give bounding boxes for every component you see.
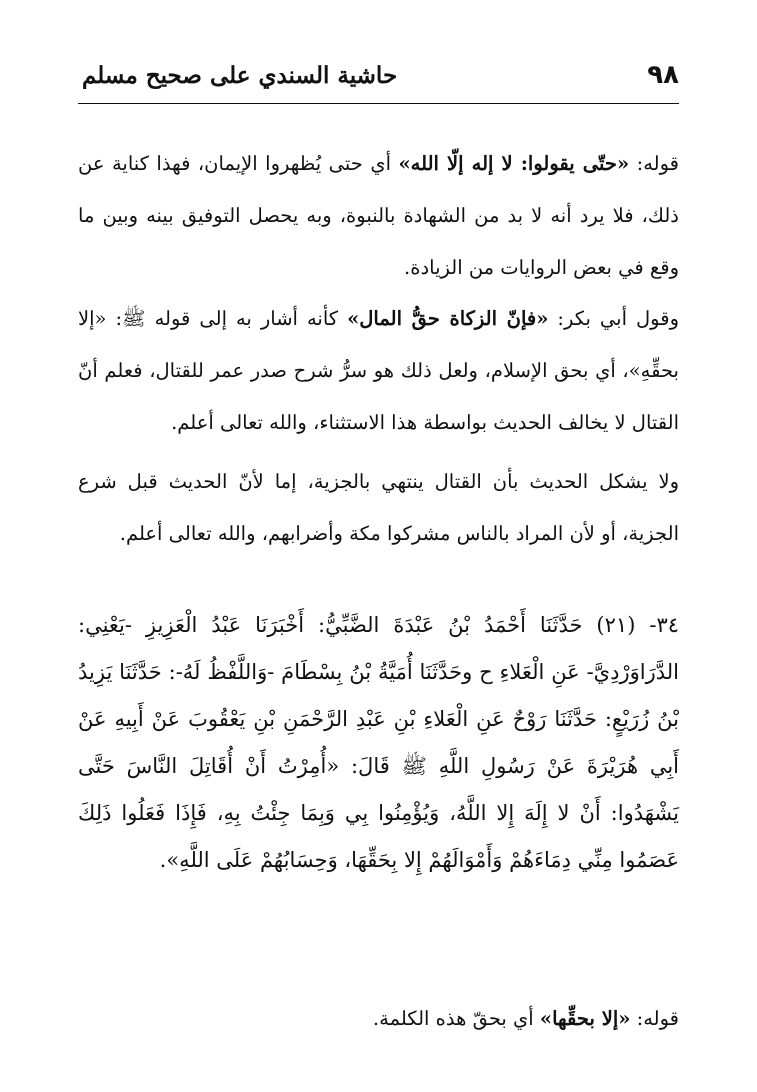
para4-lead: قوله: (630, 1007, 679, 1030)
page-number: ٩٨ (647, 60, 679, 90)
commentary-paragraph-3 (78, 456, 679, 560)
running-title: حاشية السندي على صحيح مسلم (82, 62, 398, 89)
commentary-paragraph-2 (78, 293, 679, 449)
para4-quote: «إلا بحقِّها» (539, 1007, 631, 1030)
commentary-paragraph-4 (78, 993, 679, 1045)
hadith-text: ٣٤- (٢١) حَدَّثَنَا أَحْمَدُ بْنُ عَبْدَةَ الضَّبِّيُّ: أَخْبَرَنَا عَبْدُ الْعَزِيزِ -يَعْنِي: الدَّرَاوَرْدِيَّ- عَنِ الْعَلاءِ ح وحَدَّثَنَا أُمَيَّةُ بْنُ بِسْطَامَ -وَاللَّفْظُ لَهُ-: حَدَّثَنَا يَزِيدُ بْنُ زُرَيْعٍ: حَدَّثَنَا رَوْحٌ عَنِ الْعَلاءِ بْنِ عَبْدِ الرَّحْمَنِ بْنِ يَعْقُوبَ عَنْ أَبِيهِ عَنْ أَبِي هُرَيْرَةَ عَنْ رَسُولِ اللَّهِ ﷺ قَالَ: «أُمِرْتُ أَنْ أُقَاتِلَ النَّاسَ حَتَّى يَشْهَدُوا: أَنْ لا إِلَهَ إِلا اللَّهُ، وَيُؤْمِنُوا بِي وَبِمَا جِئْتُ بِهِ، فَإِذَا فَعَلُوا ذَلِكَ عَصَمُوا مِنِّي دِمَاءَهُمْ وَأَمْوَالَهُمْ إِلا بِحَقِّهَا، وَحِسَابُهُمْ عَلَى اللَّهِ». (78, 613, 679, 872)
commentary-paragraph-1 (78, 138, 679, 294)
para3-text: ولا يشكل الحديث بأن القتال ينتهي بالجزية، إما لأنّ الحديث قبل شرع الجزية، أو لأن المراد بالناس مشركوا مكة وأضرابهم، والله تعالى أعلم. (78, 470, 679, 545)
para1-quote: «حتّى يقولوا: لا إله إلّا الله» (398, 152, 630, 175)
para2-text: كأنه أشار به إلى قوله ﷺ: «إلا بحقِّهِ»، أي بحق الإسلام، ولعل ذلك هو سرُّ شرح صدر عمر للقتال، فعلم أنّ القتال لا يخالف الحديث بواسطة هذا الاستثناء، والله تعالى أعلم. (78, 307, 679, 434)
para1-lead: قوله: (629, 152, 679, 175)
para1-text: أي حتى يُظهروا الإيمان، فهذا كناية عن ذلك، فلا يرد أنه لا بد من الشهادة بالنبوة، وبه يحصل التوفيق بينه وبين ما وقع في بعض الروايات من الزيادة. (78, 152, 679, 279)
header-rule (78, 103, 679, 104)
para2-quote: «فإنّ الزكاة حقُّ المال» (347, 307, 549, 330)
page-header (78, 58, 679, 102)
para2-lead: وقول أبي بكر: (548, 307, 679, 330)
para4-text: أي بحقّ هذه الكلمة. (372, 1007, 540, 1030)
